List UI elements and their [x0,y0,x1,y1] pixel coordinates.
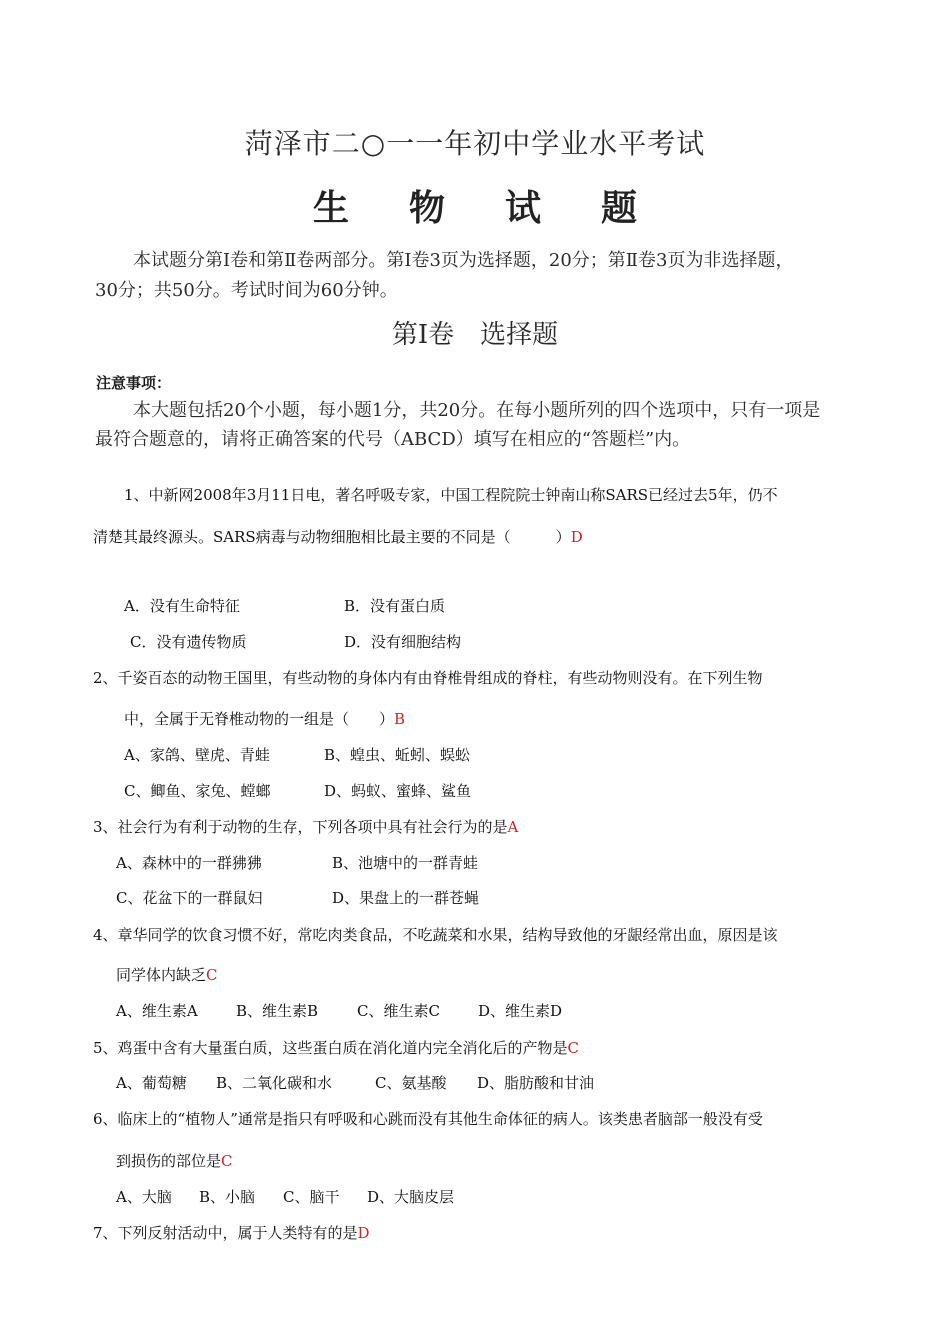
question-3-line-1: 3、社会行为有利于动物的生存，下列各项中具有社会行为的是A [93,818,519,836]
question-2-option-a: A、家鸽、壁虎、青蛙 [124,746,270,764]
question-4-line-1: 4、章华同学的饮食习惯不好，常吃肉类食品，不吃蔬菜和水果，结构导致他的牙龈经常出血，原因是该 [93,926,778,944]
subject-title [0,180,950,231]
exam-title: 菏泽市二○一一年初中学业水平考试 [244,127,706,160]
question-1-line-1: 1、中新网2008年3月11日电，著名呼吸专家，中国工程院院士钟南山称SARS已经过去5年，仍不 [124,486,778,504]
question-2-line-2: 中，全属于无脊椎动物的一组是（ ）B [124,710,406,728]
question-2-option-c: C、鲫鱼、家兔、螳螂 [124,782,271,800]
question-2-line-1: 2、千姿百态的动物王国里，有些动物的身体内有由脊椎骨组成的脊柱，有些动物则没有。在下列生物 [93,669,763,687]
notes-line-2: 最符合题意的，请将正确答案的代号（ABCD）填写在相应的“答题栏”内。 [95,429,691,450]
answer-key: C [221,1152,233,1170]
answer-key: B [394,710,406,728]
question-2-option-d: D、蚂蚁、蜜蜂、鲨鱼 [324,782,472,800]
question-4-option-d: D、维生素D [478,1002,563,1020]
notes-heading: 注意事项： [96,374,172,392]
question-1-line-2: 清楚其最终源头。SARS病毒与动物细胞相比最主要的不同是（ ）D [93,528,583,546]
question-1-option-c: C．没有遗传物质 [130,633,247,651]
question-6-line-2: 到损伤的部位是C [116,1152,233,1170]
question-6-option-d: D、大脑皮层 [367,1188,455,1206]
answer-key: A [507,818,519,836]
question-1-option-b: B．没有蛋白质 [344,597,446,615]
question-3-option-b: B、池塘中的一群青蛙 [332,854,479,872]
question-5-line-1: 5、鸡蛋中含有大量蛋白质，这些蛋白质在消化道内完全消化后的产物是C [93,1039,580,1057]
question-4-option-c: C、维生素C [357,1002,440,1020]
subject-char: 生 [312,187,349,229]
question-7-line-1: 7、下列反射活动中，属于人类特有的是D [93,1224,370,1242]
question-6-line-1: 6、临床上的“植物人”通常是指只有呼吸和心跳而没有其他生命体征的病人。该类患者脑部一般没有受 [93,1110,763,1128]
answer-key: C [206,966,218,984]
intro-line-1: 本试题分第Ⅰ卷和第Ⅱ卷两部分。第Ⅰ卷3页为选择题，20分；第Ⅱ卷3页为非选择题， [133,250,794,271]
question-1-option-d: D．没有细胞结构 [344,633,462,651]
question-4-option-a: A、维生素A [116,1002,198,1020]
notes-line-1: 本大题包括20个小题，每小题1分，共20分。在每小题所列的四个选项中，只有一项是 [133,400,821,421]
question-3-option-a: A、森林中的一群狒狒 [116,854,262,872]
question-4-line-2: 同学体内缺乏C [116,966,218,984]
question-3-option-d: D、果盘上的一群苍蝇 [332,889,480,907]
question-4-option-b: B、维生素B [236,1002,319,1020]
answer-key: C [567,1039,580,1057]
question-3-option-c: C、花盆下的一群鼠妇 [116,889,263,907]
question-5-option-a: A、葡萄糖 [116,1074,187,1092]
subject-char: 试 [505,187,542,229]
subject-char: 物 [408,187,445,229]
question-1-option-a: A．没有生命特征 [124,597,240,615]
section-title: 第Ⅰ卷 选择题 [391,320,559,350]
question-2-option-b: B、蝗虫、蚯蚓、蜈蚣 [324,746,471,764]
question-6-option-a: A、大脑 [116,1188,172,1206]
subject-char: 题 [601,187,638,229]
answer-key: D [357,1224,370,1242]
question-5-option-d: D、脂肪酸和甘油 [477,1074,595,1092]
intro-line-2: 30分；共50分。考试时间为60分钟。 [95,280,398,301]
answer-key: D [570,528,583,546]
question-5-option-c: C、氨基酸 [375,1074,447,1092]
question-6-option-b: B、小脑 [199,1188,256,1206]
question-6-option-c: C、脑干 [283,1188,340,1206]
question-5-option-b: B、二氧化碳和水 [216,1074,333,1092]
